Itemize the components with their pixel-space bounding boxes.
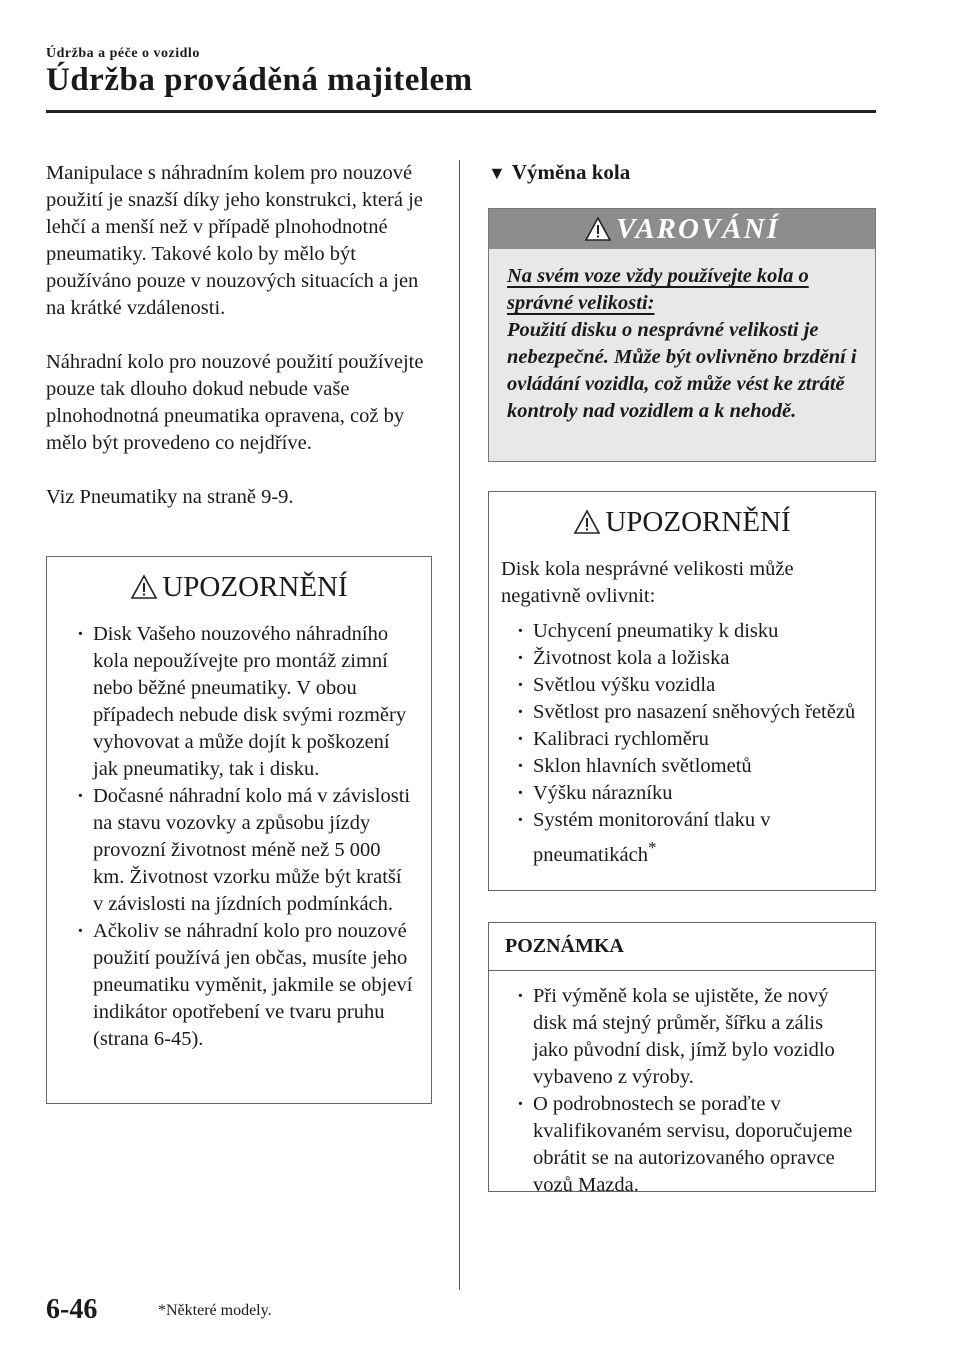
page-number: 6-46 [46,1294,98,1325]
caution-box-right [488,491,876,891]
paragraph-reference: Viz Pneumatiky na straně 9-9. [46,486,294,508]
header-rule [46,110,876,113]
footnote-mark: * [647,838,657,857]
caution-intro: Disk kola nesprávné velikosti může negativně ovlivnit: [501,558,794,607]
left-column [46,160,434,538]
warning-title: VAROVÁNÍ [616,212,780,245]
caution-header [489,492,875,544]
list-item [517,807,859,869]
subsection-title: Výměna kola [511,160,631,184]
warning-triangle-icon [573,509,601,535]
paragraph-spare-wheel: Manipulace s náhradním kolem pro nouzové použití je snazší díky jeho konstrukci, která je lehčí a menší než v případě plnohodnotné pneumatiky. Takové kolo by mělo být používáno pouze v nouzových situacích a jen na krátké vzdálenosti. [46,162,423,319]
note-title: POZNÁMKA [489,923,875,971]
caution-header [47,557,431,609]
footnote: *Některé modely. [158,1302,272,1319]
list-item: · Světlou výšku vozidla [517,672,859,699]
column-divider [459,160,460,1290]
warning-lead: Na svém voze vždy používejte kola o správné velikosti: [507,265,809,314]
warning-header [489,209,875,249]
list-item: · Ačkoliv se náhradní kolo pro nouzové použití používá jen občas, musíte jeho pneumatiku vyměnit, jakmile se objeví indikátor opotřebení ve tvaru pruhu (strana 6-45). [77,918,415,1053]
page-title: Údržba prováděná majitelem [46,62,473,98]
warning-box [488,208,876,462]
note-list [517,983,861,1199]
subsection-heading [488,160,630,185]
list-item: · Světlost pro nasazení sněhových řetězů [517,699,859,726]
caution-title: UPOZORNĚNÍ [605,505,791,538]
caution-box-left [46,556,432,1104]
paragraph-spare-usage: Náhradní kolo pro nouzové použití používejte pouze tak dlouho dokud nebude vaše plnohodnotná pneumatika opravena, což by mělo být provedeno co nejdříve. [46,351,424,454]
warning-triangle-icon [130,574,158,600]
list-item: · Disk Vašeho nouzového náhradního kola nepoužívejte pro montáž zimní nebo běžné pneumatiky. V obou případech nebude disk svými rozměry vyhovovat a může dojít k poškození jak pneumatiky, tak i disku. [77,621,415,783]
list-item: · Dočasné náhradní kolo má v závislosti na stavu vozovky a způsobu jízdy provozní životnost méně než 5 000 km. Životnost vzorku může být kratší v závislosti na jízdních podmínkách. [77,783,415,918]
warning-text: Použití disku o nesprávné velikosti je nebezpečné. Může být ovlivněno brzdění i ovládání vozidla, což může vést ke ztrátě kontroly nad vozidlem a k nehodě. [507,319,857,422]
caution-list [77,621,415,1053]
list-item: · Uchycení pneumatiky k disku [517,618,859,645]
list-item: · Sklon hlavních světlometů [517,753,859,780]
caution-title: UPOZORNĚNÍ [162,570,348,603]
caution-list [501,618,859,869]
note-box [488,922,876,1196]
triangle-down-icon: ▼ [488,163,506,183]
header-section-label: Údržba a péče o vozidlo [46,46,200,61]
list-item: · Při výměně kola se ujistěte, že nový disk má stejný průměr, šířku a zális jako původní disk, jímž bylo vozidlo vybaveno z výroby. [517,983,861,1091]
warning-triangle-icon [584,216,612,242]
list-item-text: Systém monitorování tlaku v pneumatikách [533,809,771,866]
list-item: · Výšku nárazníku [517,780,859,807]
list-item: · Životnost kola a ložiska [517,645,859,672]
list-item: · O podrobnostech se poraďte v kvalifikovaném servisu, doporučujeme obrátit se na autorizovaného opravce vozů Mazda. [517,1091,861,1199]
list-item: · Kalibraci rychloměru [517,726,859,753]
